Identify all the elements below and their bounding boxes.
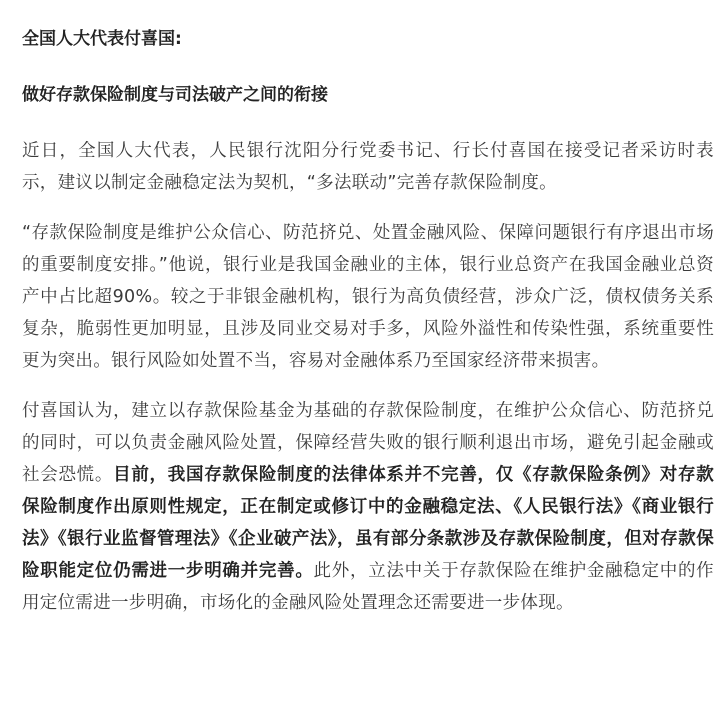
paragraph-analysis	[22, 395, 714, 619]
paragraph-intro: 近日，全国人大代表，人民银行沈阳分行党委书记、行长付喜国在接受记者采访时表示，建议以制定金融稳定法为契机，“多法联动”完善存款保险制度。	[22, 141, 714, 193]
paragraph-quote: “存款保险制度是维护公众信心、防范挤兑、处置金融风险、保障问题银行有序退出市场的重要制度安排。”他说，银行业是我国金融业的主体，银行业总资产在我国金融业总资产中占比超90%。较之于非银金融机构，银行为高负债经营，涉众广泛，债权债务关系复杂，脆弱性更加明显，且涉及同业交易对手多，风险外溢性和传染性强，系统重要性更为突出。银行风险如处置不当，容易对金融体系乃至国家经济带来损害。	[22, 223, 714, 371]
article-heading-title: 做好存款保险制度与司法破产之间的衔接	[22, 85, 328, 105]
paragraph-analysis-bold: 目前，我国存款保险制度的法律体系并不完善，仅《存款保险条例》对存款保险制度作出原则性规定，正在制定或修订中的金融稳定法、《人民银行法》《商业银行法》《银行业监督管理法》《企业破产法》，虽有部分条款涉及存款保险制度，但对存款保险职能定位仍需进一步明确并完善。	[22, 465, 714, 581]
paragraph-analysis-end: 此外，立法中关于存款保险在维护金融稳定中的作用定位需进一步明确，市场化的金融风险处置理念还需要进一步体现。	[22, 561, 714, 613]
paragraph-analysis-start: 付喜国认为，建立以存款保险基金为基础的存款保险制度，在维护公众信心、防范挤兑的同时，可以负责金融风险处置，保障经营失败的银行顺利退出市场，避免引起金融或社会恐慌。	[22, 401, 714, 485]
article-heading-author: 全国人大代表付喜国:	[22, 29, 182, 49]
